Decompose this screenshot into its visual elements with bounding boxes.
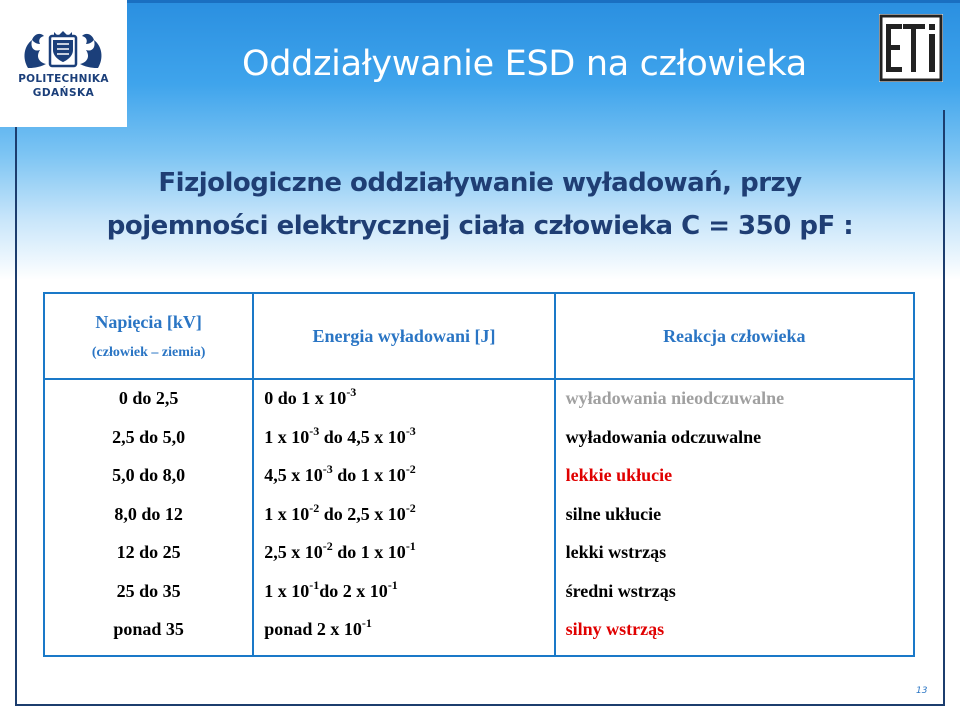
voltage-item: 8,0 do 12 (114, 503, 183, 524)
energy-item (254, 462, 553, 501)
energy-item (254, 424, 553, 463)
energy-to-exponent: -1 (387, 577, 398, 592)
energy-to-exponent: -2 (405, 500, 416, 515)
energy-list (254, 385, 553, 655)
reaction-item: lekkie ukłucie (565, 465, 673, 485)
energy-item (254, 385, 553, 424)
voltage-item: ponad 35 (113, 619, 184, 639)
energy-from: 1 x 10 (264, 580, 310, 601)
header-voltage-sublabel: (człowiek – ziemia) (91, 344, 206, 360)
reaction-item: średni wstrząs (565, 580, 676, 601)
politechnika-emblem-icon (20, 28, 106, 72)
slide-title: Oddziaływanie ESD na człowieka (242, 44, 807, 84)
header-energy-label: Energia wyładowani [J] (312, 325, 496, 346)
energy-from: 1 x 10 (264, 426, 310, 447)
voltage-item: 12 do 25 (116, 542, 181, 562)
eti-logo-icon (879, 14, 943, 82)
energy-to: do 1 x 10 (332, 542, 406, 562)
voltage-item: 0 do 2,5 (118, 388, 179, 408)
subtitle-line-1: Fizjologiczne oddziaływanie wyładowań, przy (158, 168, 802, 198)
energy-from-exponent: -1 (309, 577, 320, 592)
reaction-item: silny wstrząs (565, 619, 665, 639)
voltage-item: 25 do 35 (116, 580, 181, 601)
energy-to-exponent: -1 (405, 539, 416, 553)
voltage-list (45, 385, 252, 655)
energy-from: 1 x 10 (264, 503, 310, 524)
energy-item (254, 616, 553, 655)
energy-item (254, 578, 553, 617)
voltage-cell (44, 379, 253, 656)
reaction-cell (555, 379, 914, 656)
energy-item (254, 539, 553, 578)
energy-to-exponent: -3 (405, 423, 416, 438)
energy-to: do 1 x 10 (332, 465, 406, 485)
energy-from: ponad 2 x 10 (264, 619, 362, 639)
header-energy (253, 293, 554, 379)
frame-bottom-border (15, 704, 945, 706)
frame-right-border (943, 110, 945, 706)
energy-item (254, 501, 553, 540)
frame-left-border (15, 125, 17, 705)
subtitle-line-2: pojemności elektrycznej ciała człowieka C = 350 pF : (106, 211, 854, 241)
reaction-item: wyładowania nieodczuwalne (565, 388, 785, 408)
logo-name-line2: GDAŃSKA (32, 87, 95, 99)
header-reaction (555, 293, 914, 379)
reaction-item: wyładowania odczuwalne (565, 426, 762, 447)
energy-from-exponent: -2 (309, 500, 320, 515)
energy-from-exponent: -3 (322, 462, 333, 476)
energy-from-exponent: -3 (346, 385, 357, 399)
energy-cell (253, 379, 554, 656)
energy-to: do 2,5 x 10 (319, 503, 406, 524)
energy-from-exponent: -3 (309, 423, 320, 438)
header-reaction-label: Reakcja człowieka (663, 325, 806, 346)
banner-top-line (0, 0, 960, 3)
energy-to: do 2 x 10 (319, 580, 388, 601)
reaction-item: silne ukłucie (565, 503, 662, 524)
energy-from: 2,5 x 10 (264, 542, 323, 562)
logo-name-line1: POLITECHNIKA (18, 73, 109, 85)
voltage-item: 5,0 do 8,0 (112, 465, 186, 485)
page-number: 13 (916, 686, 928, 696)
table-body-row (44, 379, 914, 656)
voltage-item: 2,5 do 5,0 (112, 426, 186, 447)
reaction-list (556, 385, 913, 655)
table-header-row (44, 293, 914, 379)
politechnika-logo (0, 0, 127, 127)
header-voltage-label: Napięcia [kV] (95, 311, 202, 332)
energy-from-exponent: -2 (322, 539, 333, 553)
esd-effects-table (43, 292, 915, 657)
energy-from: 4,5 x 10 (264, 465, 323, 485)
energy-from: 0 do 1 x 10 (264, 388, 347, 408)
energy-to-exponent: -2 (405, 462, 416, 476)
energy-from-exponent: -1 (361, 616, 372, 630)
energy-to: do 4,5 x 10 (319, 426, 406, 447)
reaction-item: lekki wstrząs (565, 542, 667, 562)
header-voltage (44, 293, 253, 379)
slide-subtitle (40, 162, 920, 248)
